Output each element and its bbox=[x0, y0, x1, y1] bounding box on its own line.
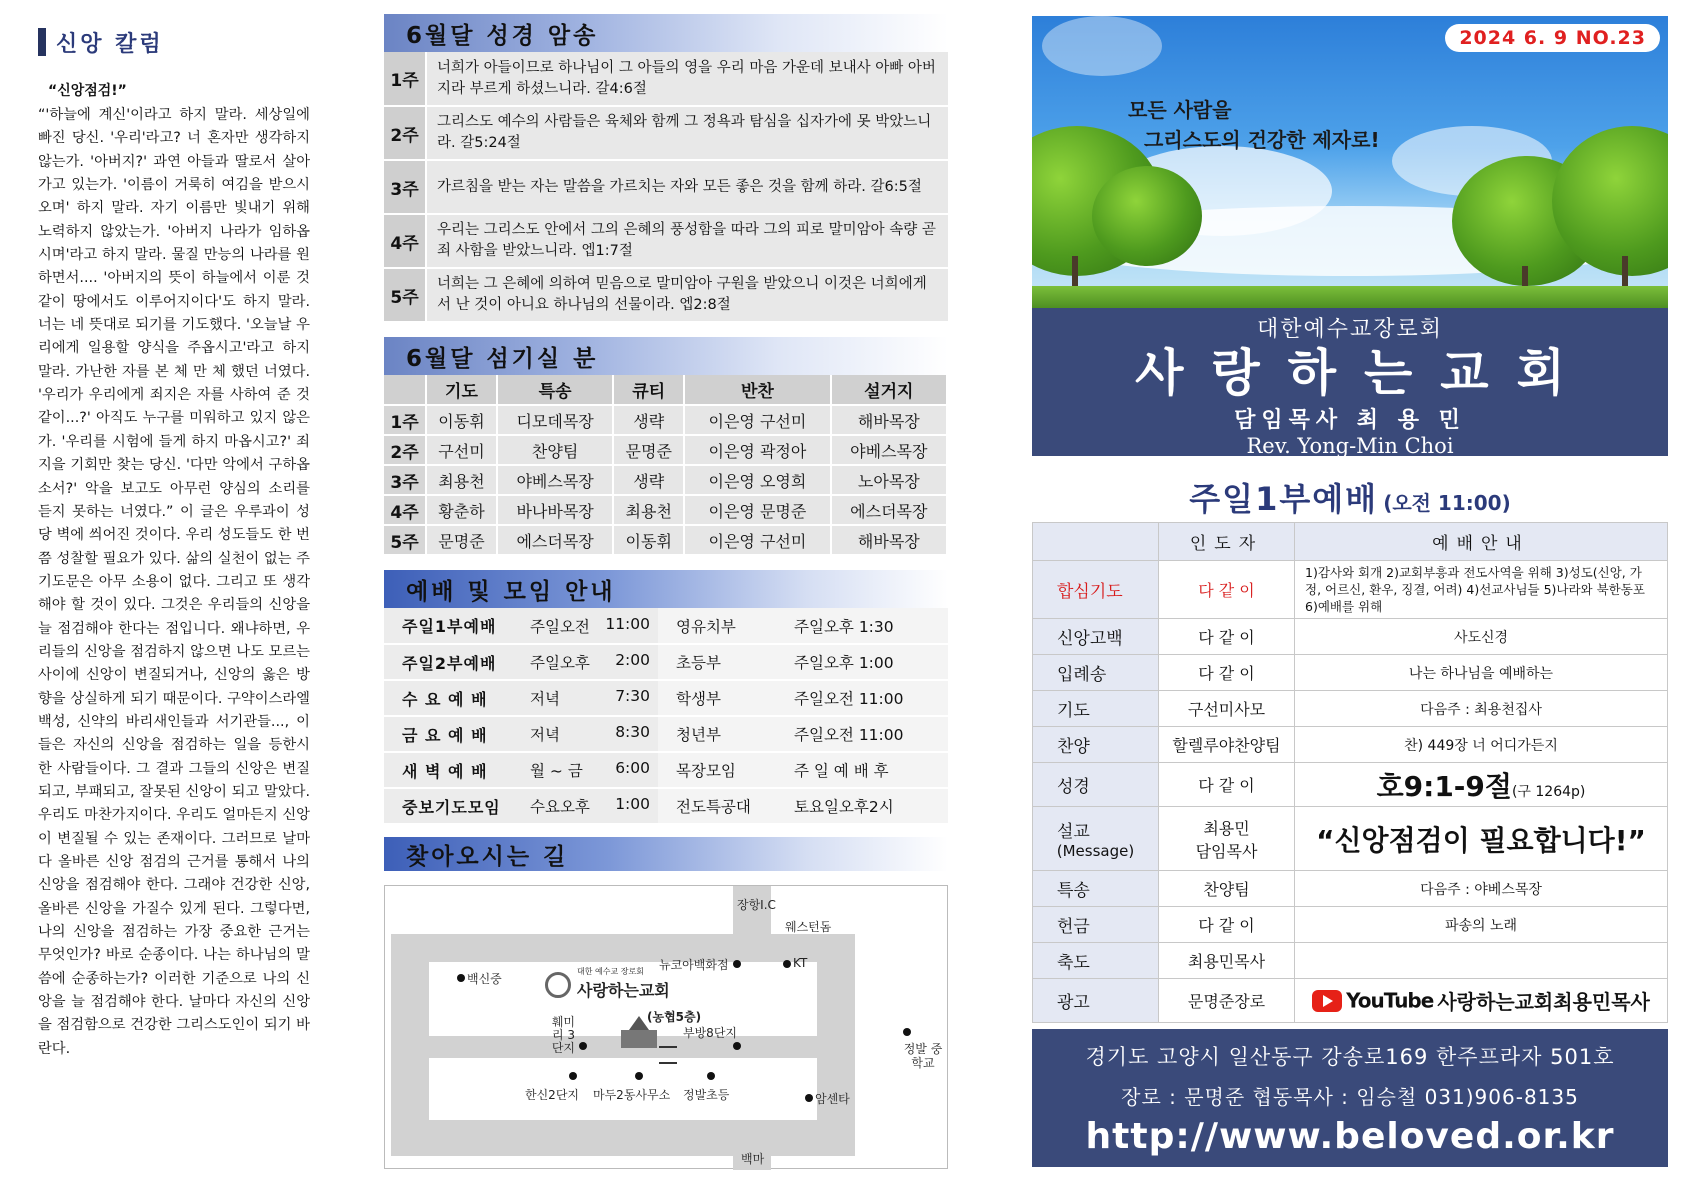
order-info: 다음주 : 야베스목장 bbox=[1295, 871, 1668, 907]
order-leader: 최용민목사 bbox=[1159, 943, 1295, 979]
service-day: 주일오후 bbox=[530, 654, 590, 672]
label-jeongbal-es: 정발초등 bbox=[683, 1088, 730, 1102]
duty-section-heading: 6월달 섬기실 분 bbox=[384, 337, 948, 375]
service-time-cell bbox=[522, 716, 658, 752]
duty-column-header: 특송 bbox=[497, 375, 613, 405]
service-day: 주일오전 bbox=[530, 617, 590, 636]
worship-title-time: (오전 11:00) bbox=[1383, 491, 1511, 515]
church-building-icon bbox=[617, 1016, 661, 1050]
duty-cell: 생략 bbox=[613, 465, 684, 495]
duty-cell: 황춘하 bbox=[426, 495, 497, 525]
label-nonghyup: (농협5층) bbox=[647, 1010, 702, 1024]
service-time-cell bbox=[522, 752, 658, 788]
pastor-name-en: Rev. Yong-Min Choi bbox=[1246, 434, 1454, 458]
service-time: 8:30 bbox=[615, 723, 650, 741]
order-of-worship-table bbox=[1032, 522, 1668, 1023]
verse-text: 너희가 아들이므로 하나님이 그 아들의 영을 우리 마음 가운데 보내사 아빠 아버지라 부르게 하셨느니라. 갈4:6절 bbox=[426, 52, 948, 106]
verse-section-heading: 6월달 성경 암송 bbox=[384, 14, 948, 52]
duty-week: 2주 bbox=[384, 435, 426, 465]
service-time-cell bbox=[522, 608, 658, 644]
order-item: 기도 bbox=[1033, 691, 1159, 727]
order-info bbox=[1295, 943, 1668, 979]
service-time: 1:00 bbox=[615, 795, 650, 813]
marker-jeongbal-ms bbox=[903, 1028, 911, 1036]
order-item: 입례송 bbox=[1033, 655, 1159, 691]
verse-table bbox=[384, 52, 948, 323]
duty-week: 4주 bbox=[384, 495, 426, 525]
duty-cell: 최용천 bbox=[426, 465, 497, 495]
verse-week: 3주 bbox=[384, 160, 426, 214]
label-baeksin: 백신중 bbox=[467, 972, 502, 986]
order-leader: 문명준장로 bbox=[1159, 979, 1295, 1023]
duty-week: 3주 bbox=[384, 465, 426, 495]
marker-baeksin bbox=[457, 974, 465, 982]
group-name: 영유치부 bbox=[658, 608, 782, 644]
group-name: 청년부 bbox=[658, 716, 782, 752]
duty-column-header bbox=[384, 375, 426, 405]
order-info: 1)감사와 회개 2)교회부흥과 전도사역을 위해 3)성도(신앙, 가정, 어르신, 환우, 징결, 어려) 4)선교사님들 5)나라와 북한동포 6)예배를 위해 bbox=[1295, 561, 1668, 619]
order-info bbox=[1295, 763, 1668, 807]
verse-text: 너희는 그 은혜에 의하여 믿음으로 말미암아 구원을 받았으니 이것은 너희에게서 난 것이 아니요 하나님의 선물이라. 엡2:8절 bbox=[426, 268, 948, 322]
service-time-cell bbox=[522, 788, 658, 824]
order-leader: 할렐루야찬양팀 bbox=[1159, 727, 1295, 763]
order-row bbox=[1033, 763, 1668, 807]
service-row bbox=[384, 608, 948, 644]
order-row bbox=[1033, 871, 1668, 907]
verse-row bbox=[384, 160, 948, 214]
order-row bbox=[1033, 807, 1668, 871]
service-row bbox=[384, 680, 948, 716]
order-leader: 다 같 이 bbox=[1159, 561, 1295, 619]
church-address: 경기도 고양시 일산동구 강송로169 한주프라자 501호 bbox=[1085, 1045, 1615, 1069]
duty-cell: 노아목장 bbox=[831, 465, 947, 495]
duty-cell: 디모데목장 bbox=[497, 405, 613, 435]
duty-cell: 최용천 bbox=[613, 495, 684, 525]
church-logo-icon bbox=[545, 972, 571, 998]
order-header-leader: 인도자 bbox=[1159, 523, 1295, 561]
verse-row bbox=[384, 268, 948, 322]
service-section-heading: 예배 및 모임 안내 bbox=[384, 570, 948, 608]
marker-hanshin bbox=[569, 1072, 577, 1080]
church-website[interactable]: http://www.beloved.or.kr bbox=[1085, 1116, 1615, 1157]
service-time-cell bbox=[522, 680, 658, 716]
essay-body: “'하늘에 계신'이라고 하지 말라. 세상일에 빠진 당신. '우리'라고? 너 혼자만 생각하지 않는가. '아버지?' 과연 아들과 딸로서 살아가고 있는가. '이름이 거룩히 여김을 받으시오며' 하지 말라. 자기 이름만 빛내기 위해 노력하지 않았는가. '아버지 나라가 임하옵시며'라고 하지 말라. 물질 만능의 나라를 원하면서.... '아버지의 뜻이 하늘에서 이룬 것 같이 땅에서도 이루어지이다'도 하지 말라. 너는 네 뜻대로 되기를 기도했다. '오늘날 우리에게 일용할 양식을 주옵시고'라고 하지 말라. 가난한 자를 본 체 만 체 했던 너였다. '우리가 우리에게 죄지은 자를 사하여 준 것 같이...?' 아직도 누구를 미워하고 있지 않은가. '우리를 시험에 들게 하지 마옵시고?' 죄지을 기회만 찾는 당신. '다만 악에서 구하옵소서?' 악을 보고도 아무런 양심의 소리를 듣지 못하는 너였다.” 이 글은 우루과이 성당 벽에 씌어진 것이다. 우리 성도들도 한 번쯤 성찰할 필요가 있다. 삶의 실천이 없는 주기도문은 아무 소용이 없다. 그리고 또 생각해야 할 것이 있다. 그것은 우리들의 신앙을 늘 점검해야 한다는 점입니다. 왜냐하면, 우리들의 신앙을 점검하지 않으면 나도 모르는 사이에 신앙이 변질되거나, 신앙의 옳은 방향을 상실하게 되기 때문이다. 구약이스라엘 백성, 신약의 바리새인들과 서기관들..., 이들은 자신의 신앙을 점검하는 일을 등한시 한 사람들이다. 그 결과 그들의 신앙은 변질되고, 부패되고, 잘못된 신앙이 되고 말았다. 우리도 마찬가지이다. 우리도 얼마든지 신앙이 변질될 수 있는 존재이다. 그러므로 날마다 올바른 신앙 점검의 근거를 통해서 나의 신앙을 점검해야 한다. 그래야 건강한 신앙, 올바른 신앙을 가질수 있게 된다. 그렇다면, 나의 신앙을 점검하는 가장 중요한 근거는 무엇인가? 바로 순종이다. 나는 하나님의 말씀에 순종하는가? 이러한 기준으로 나의 신앙을 늘 점검해야 한다. 날마다 자신의 신앙을 점검함으로 건강한 그리스도인이 되기 바란다. bbox=[38, 107, 310, 1057]
group-name: 목장모임 bbox=[658, 752, 782, 788]
order-item: 합심기도 bbox=[1033, 561, 1159, 619]
marker-humiri bbox=[579, 1042, 587, 1050]
duty-cell: 바나바목장 bbox=[497, 495, 613, 525]
marker-bubang bbox=[733, 1042, 741, 1050]
youtube-icon bbox=[1312, 990, 1342, 1012]
duty-cell: 문명준 bbox=[426, 525, 497, 555]
church-footer bbox=[1032, 1029, 1668, 1167]
label-humiri: 훼미리 3단지 bbox=[551, 1015, 575, 1055]
sky-banner bbox=[1032, 16, 1668, 308]
label-kt: KT bbox=[793, 956, 808, 970]
duty-cell: 이동휘 bbox=[613, 525, 684, 555]
duty-cell: 이은영 곽정아 bbox=[684, 435, 830, 465]
church-name: 사랑하는교회 bbox=[1135, 344, 1593, 402]
duty-row bbox=[384, 435, 947, 465]
issue-date-badge: 2024 6. 9 NO.23 bbox=[1445, 24, 1660, 52]
duty-cell: 야베스목장 bbox=[497, 465, 613, 495]
service-time: 11:00 bbox=[605, 614, 650, 633]
youtube-channel[interactable]: 사랑하는교회최용민목사 bbox=[1437, 990, 1650, 1014]
group-time: 주일오후 1:00 bbox=[782, 644, 948, 680]
duty-cell: 이은영 구선미 bbox=[684, 525, 830, 555]
marker-madu bbox=[635, 1072, 643, 1080]
duty-cell: 에스더목장 bbox=[497, 525, 613, 555]
scripture-page: (구 1264p) bbox=[1511, 783, 1586, 800]
duty-row bbox=[384, 495, 947, 525]
duty-cell: 이동휘 bbox=[426, 405, 497, 435]
label-baekma: 백마 bbox=[741, 1152, 765, 1166]
order-row bbox=[1033, 561, 1668, 619]
verse-row bbox=[384, 52, 948, 106]
play-icon bbox=[1323, 995, 1333, 1007]
duty-table bbox=[384, 375, 948, 556]
group-time: 토요일오후2시 bbox=[782, 788, 948, 824]
label-western: 웨스턴돔 bbox=[785, 920, 832, 934]
marker-newcore bbox=[733, 960, 741, 968]
verse-text: 가르침을 받는 자는 말씀을 가르치는 자와 모든 좋은 것을 함께 하라. 갈6:5절 bbox=[426, 160, 948, 214]
verse-week: 2주 bbox=[384, 106, 426, 160]
order-leader: 찬양팀 bbox=[1159, 871, 1295, 907]
label-jeongbal-ms: 정발 중학교 bbox=[903, 1042, 943, 1070]
grass bbox=[1032, 286, 1668, 308]
order-item: 성경 bbox=[1033, 763, 1159, 807]
order-item: 광고 bbox=[1033, 979, 1159, 1023]
service-row bbox=[384, 644, 948, 680]
label-jang-ic: 장항I.C bbox=[737, 898, 776, 912]
verse-row bbox=[384, 214, 948, 268]
church-contacts: 장로 : 문명준 협동목사 : 임승철 031)906-8135 bbox=[1121, 1085, 1579, 1109]
order-row bbox=[1033, 979, 1668, 1023]
duty-cell: 야베스목장 bbox=[831, 435, 947, 465]
group-time: 주일오전 11:00 bbox=[782, 716, 948, 752]
order-leader-name: 최용민 bbox=[1203, 818, 1250, 838]
group-name: 학생부 bbox=[658, 680, 782, 716]
duty-cell: 찬양팀 bbox=[497, 435, 613, 465]
service-name: 금 요 예 배 bbox=[384, 716, 522, 752]
duty-column-header: 큐티 bbox=[613, 375, 684, 405]
group-name: 초등부 bbox=[658, 644, 782, 680]
verse-week: 1주 bbox=[384, 52, 426, 106]
marker-cancer bbox=[805, 1094, 813, 1102]
label-bubang: 부방8단지 bbox=[683, 1026, 738, 1040]
order-leader: 구선미사모 bbox=[1159, 691, 1295, 727]
order-item-name: 설교 bbox=[1057, 822, 1090, 842]
service-row bbox=[384, 788, 948, 824]
order-leader: 다 같 이 bbox=[1159, 763, 1295, 807]
heading-bar bbox=[38, 28, 46, 56]
group-name: 전도특공대 bbox=[658, 788, 782, 824]
sermon-title: “신앙점검이 필요합니다!” bbox=[1316, 823, 1646, 857]
order-info: 찬) 449장 너 어디가든지 bbox=[1295, 727, 1668, 763]
faith-column bbox=[38, 26, 310, 1061]
order-leader bbox=[1159, 807, 1295, 871]
label-hanshin: 한신2단지 bbox=[525, 1088, 580, 1102]
duty-cell: 이은영 문명준 bbox=[684, 495, 830, 525]
slogan-line1: 모든 사람을 bbox=[1128, 98, 1232, 122]
order-header-blank bbox=[1033, 523, 1159, 561]
order-info: 사도신경 bbox=[1295, 619, 1668, 655]
service-name: 중보기도모임 bbox=[384, 788, 522, 824]
essay-title: “신앙점검!” bbox=[48, 83, 127, 99]
verse-week: 5주 bbox=[384, 268, 426, 322]
directions-heading: 찾아오시는 길 bbox=[384, 837, 948, 871]
service-name: 수 요 예 배 bbox=[384, 680, 522, 716]
info-column bbox=[384, 14, 948, 1169]
order-row bbox=[1033, 655, 1668, 691]
scripture-reference: 호9:1-9절 bbox=[1376, 769, 1512, 803]
duty-cell: 이은영 구선미 bbox=[684, 405, 830, 435]
column-heading bbox=[38, 26, 310, 58]
duty-cell: 생략 bbox=[613, 405, 684, 435]
order-row bbox=[1033, 691, 1668, 727]
marker-jeongbal-es bbox=[707, 1072, 715, 1080]
church-title-box bbox=[1032, 308, 1668, 456]
service-day: 저녁 bbox=[530, 726, 560, 744]
duty-row bbox=[384, 405, 947, 435]
church-logo bbox=[545, 966, 705, 1006]
order-item: 신앙고백 bbox=[1033, 619, 1159, 655]
service-time-cell bbox=[522, 644, 658, 680]
order-info: 다음주 : 최용천집사 bbox=[1295, 691, 1668, 727]
bulletin-cover bbox=[1032, 16, 1668, 1167]
duty-column-header: 설거지 bbox=[831, 375, 947, 405]
order-leader: 다 같 이 bbox=[1159, 655, 1295, 691]
group-time: 주 일 예 배 후 bbox=[782, 752, 948, 788]
service-day: 수요오후 bbox=[530, 798, 590, 816]
service-time: 6:00 bbox=[615, 759, 650, 777]
church-logo-denom: 대한 예수교 장로회 bbox=[577, 967, 644, 976]
slogan-line2: 그리스도의 건강한 제자로! bbox=[1144, 128, 1380, 152]
service-name: 새 벽 예 배 bbox=[384, 752, 522, 788]
service-row bbox=[384, 752, 948, 788]
pastor-name: 담임목사 최 용 민 bbox=[1234, 408, 1466, 433]
order-item: 축도 bbox=[1033, 943, 1159, 979]
order-item: 특송 bbox=[1033, 871, 1159, 907]
label-madu: 마두2동사무소 bbox=[593, 1088, 671, 1102]
cloud bbox=[1042, 16, 1162, 76]
duty-row bbox=[384, 465, 947, 495]
order-row bbox=[1033, 943, 1668, 979]
order-item: 찬양 bbox=[1033, 727, 1159, 763]
order-row bbox=[1033, 727, 1668, 763]
duty-row bbox=[384, 525, 947, 555]
order-info: 파송의 노래 bbox=[1295, 907, 1668, 943]
verse-week: 4주 bbox=[384, 214, 426, 268]
order-leader: 다 같 이 bbox=[1159, 907, 1295, 943]
order-info bbox=[1295, 807, 1668, 871]
marker-kt bbox=[783, 960, 791, 968]
verse-text: 그리스도 예수의 사람들은 육체와 함께 그 정욕과 탐심을 십자가에 못 박았느니라. 갈5:24절 bbox=[426, 106, 948, 160]
verse-text: 우리는 그리스도 안에서 그의 은혜의 풍성함을 따라 그의 피로 말미암아 속량 곧 죄 사함을 받았느니라. 엡1:7절 bbox=[426, 214, 948, 268]
duty-cell: 해바목장 bbox=[831, 405, 947, 435]
service-name: 주일1부예배 bbox=[384, 608, 522, 644]
group-time: 주일오전 11:00 bbox=[782, 680, 948, 716]
worship-title-main: 주일1부예배 bbox=[1189, 480, 1379, 518]
label-newcore: 뉴코아백화점 bbox=[659, 958, 729, 972]
duty-cell: 문명준 bbox=[613, 435, 684, 465]
order-leader: 다 같 이 bbox=[1159, 619, 1295, 655]
group-time: 주일오후 1:30 bbox=[782, 608, 948, 644]
column-heading-text: 신앙 칼럼 bbox=[56, 31, 164, 57]
verse-row bbox=[384, 106, 948, 160]
order-item-sub: (Message) bbox=[1056, 842, 1135, 860]
duty-cell: 구선미 bbox=[426, 435, 497, 465]
denomination: 대한예수교장로회 bbox=[1256, 317, 1444, 342]
duty-cell: 이은영 오영희 bbox=[684, 465, 830, 495]
duty-cell: 해바목장 bbox=[831, 525, 947, 555]
tree bbox=[1092, 166, 1202, 266]
duty-column-header: 반찬 bbox=[684, 375, 830, 405]
service-day: 저녁 bbox=[530, 690, 560, 708]
order-header-info: 예배안내 bbox=[1295, 523, 1668, 561]
order-leader-title: 담임목사 bbox=[1195, 841, 1258, 861]
church-logo-name: 사랑하는교회 bbox=[577, 981, 670, 1000]
service-table bbox=[384, 608, 948, 825]
duty-column-header: 기도 bbox=[426, 375, 497, 405]
duty-week: 5주 bbox=[384, 525, 426, 555]
order-item: 헌금 bbox=[1033, 907, 1159, 943]
crosswalk-icon bbox=[659, 1046, 677, 1064]
service-time: 7:30 bbox=[615, 687, 650, 705]
duty-week: 1주 bbox=[384, 405, 426, 435]
service-time: 2:00 bbox=[615, 651, 650, 669]
order-row bbox=[1033, 619, 1668, 655]
order-info bbox=[1295, 979, 1668, 1023]
label-cancer: 암센타 bbox=[815, 1092, 850, 1106]
service-name: 주일2부예배 bbox=[384, 644, 522, 680]
worship-title bbox=[1032, 474, 1668, 522]
directions-map bbox=[384, 885, 948, 1169]
duty-cell: 에스더목장 bbox=[831, 495, 947, 525]
order-item bbox=[1033, 807, 1159, 871]
service-day: 월 ~ 금 bbox=[530, 762, 583, 780]
order-row bbox=[1033, 907, 1668, 943]
service-row bbox=[384, 716, 948, 752]
order-info: 나는 하나님을 예배하는 bbox=[1295, 655, 1668, 691]
youtube-wordmark: YouTube bbox=[1346, 988, 1434, 1013]
